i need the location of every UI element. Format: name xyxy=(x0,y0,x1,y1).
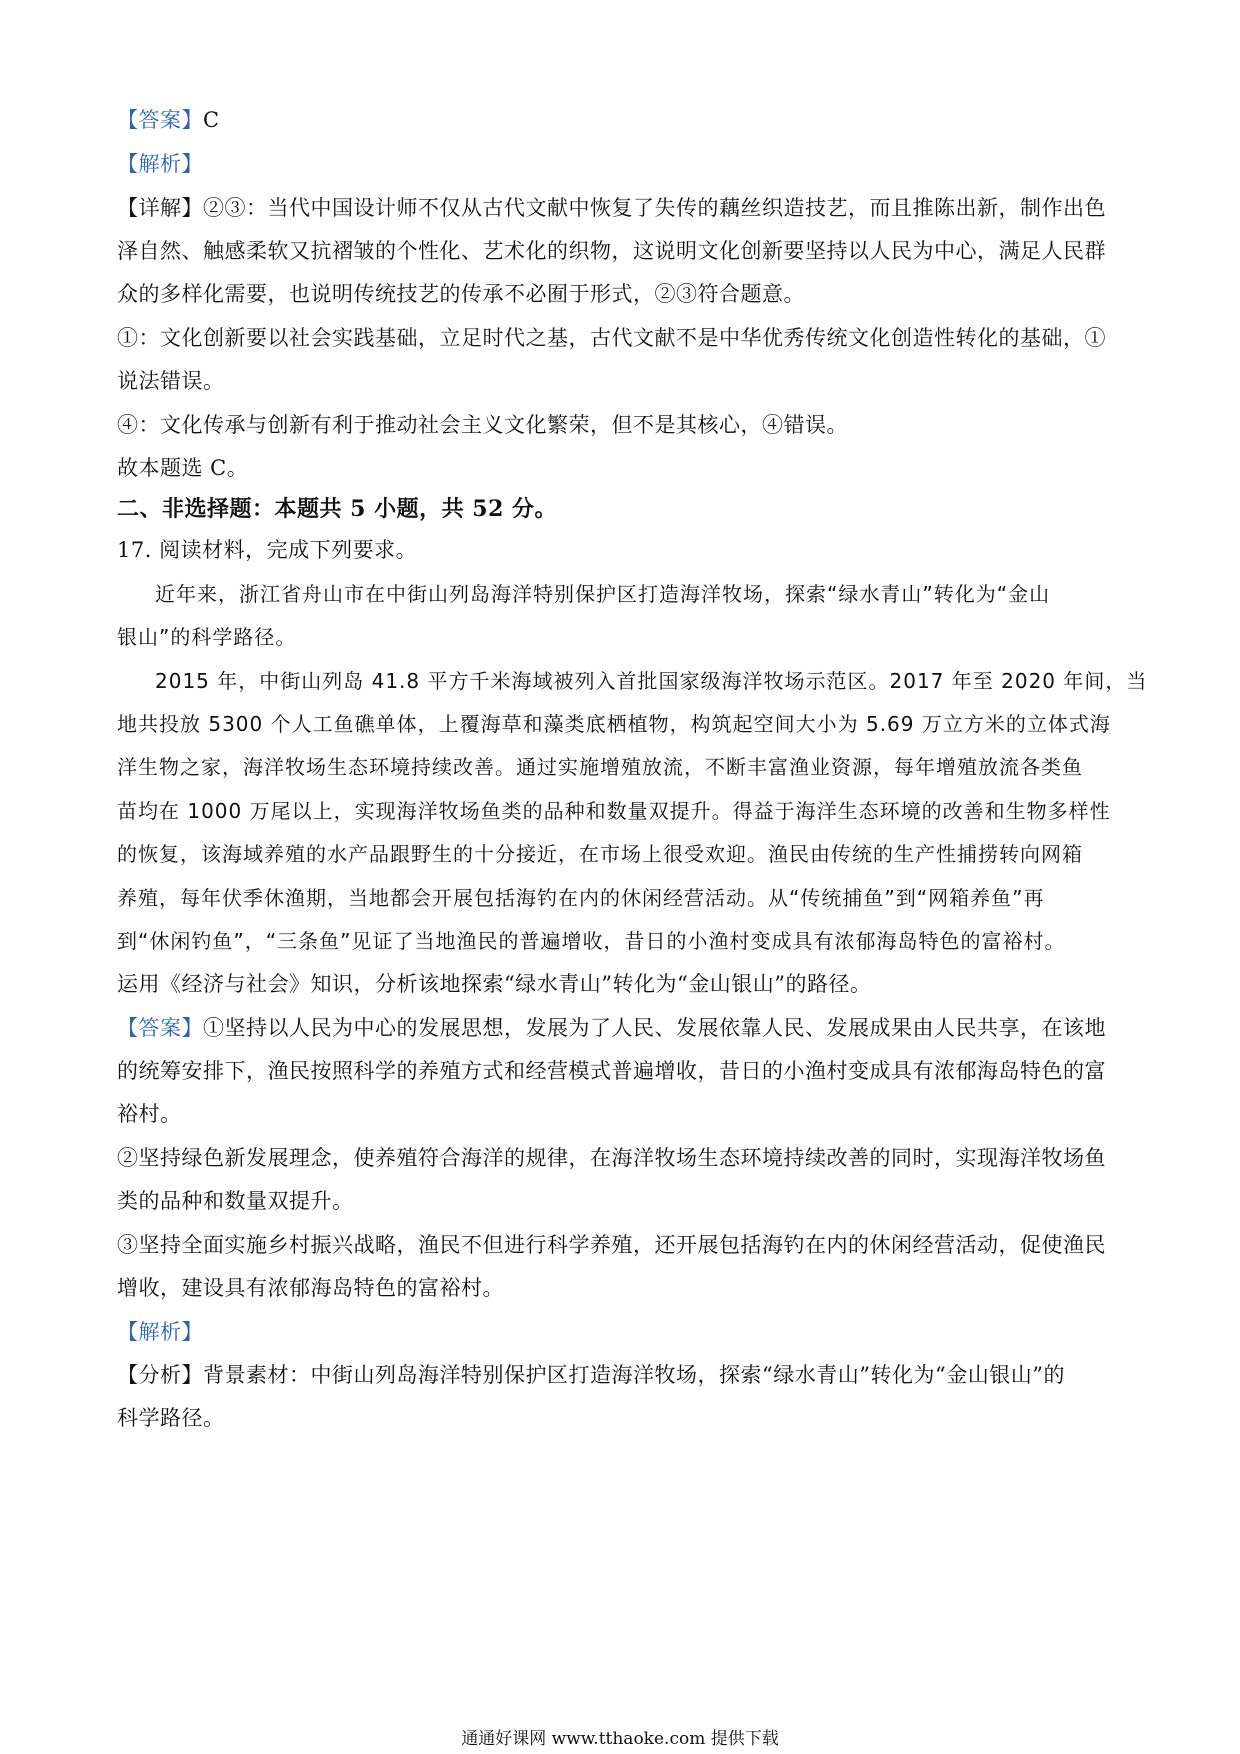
material-line: 苗均在 1000 万尾以上，实现海洋牧场鱼类的品种和数量双提升。得益于海洋生态环境的改善和生物多样性 xyxy=(117,799,1111,823)
detail-line: 故本题选 C。 xyxy=(117,456,249,480)
answer-line: ②坚持绿色新发展理念，使养殖符合海洋的规律，在海洋牧场生态环境持续改善的同时，实现海洋牧场鱼 xyxy=(117,1146,1106,1170)
answer-value: C xyxy=(203,108,220,132)
detail-line: ①：文化创新要以社会实践基础，立足时代之基，古代文献不是中华优秀传统文化创造性转化的基础，① xyxy=(117,326,1106,350)
material-line: 的恢复，该海域养殖的水产品跟野生的十分接近，在市场上很受欢迎。渔民由传统的生产性捕捞转向网箱 xyxy=(117,842,1083,866)
detail-line: 众的多样化需要，也说明传统技艺的传承不必囿于形式，②③符合题意。 xyxy=(117,282,805,306)
material-line: 到“休闲钓鱼”，“三条鱼”见证了当地渔民的普遍增收，昔日的小渔村变成具有浓郁海岛特色的富裕村。 xyxy=(117,929,1066,953)
section-title: 二、非选择题：本题共 5 小题，共 52 分。 xyxy=(117,496,558,522)
detail-line: ④：文化传承与创新有利于推动社会主义文化繁荣，但不是其核心，④错误。 xyxy=(117,413,848,437)
question-stem: 17. 阅读材料，完成下列要求。 xyxy=(117,538,418,562)
footer-watermark: 通通好课网 www.tthaoke.com 提供下载 xyxy=(461,1729,779,1749)
material-line: 近年来，浙江省舟山市在中街山列岛海洋特别保护区打造海洋牧场，探索“绿水青山”转化为“金山 xyxy=(155,582,1051,606)
analysis-line: 【分析】背景素材：中街山列岛海洋特别保护区打造海洋牧场，探索“绿水青山”转化为“金山银山”的 xyxy=(117,1363,1065,1387)
answer-line: 类的品种和数量双提升。 xyxy=(117,1189,354,1213)
material-line: 洋生物之家，海洋牧场生态环境持续改善。通过实施增殖放流，不断丰富渔业资源，每年增殖放流各类鱼 xyxy=(117,755,1083,779)
answer-line: 的统筹安排下，渔民按照科学的养殖方式和经营模式普遍增收，昔日的小渔村变成具有浓郁海岛特色的富 xyxy=(117,1059,1106,1083)
detail-line: 说法错误。 xyxy=(117,369,225,393)
material-line: 地共投放 5300 个人工鱼礁单体，上覆海草和藻类底栖植物，构筑起空间大小为 5.69 万立方米的立体式海 xyxy=(117,712,1111,736)
answer-line: 裕村。 xyxy=(117,1102,182,1126)
analysis-tag: 【解析】 xyxy=(117,152,203,176)
analysis-line: 科学路径。 xyxy=(117,1406,225,1430)
analysis-tag: 【解析】 xyxy=(117,1320,203,1344)
material-line: 养殖，每年伏季休渔期，当地都会开展包括海钓在内的休闲经营活动。从“传统捕鱼”到“网箱养鱼”再 xyxy=(117,886,1045,910)
answer-text: ①坚持以人民为中心的发展思想，发展为了人民、发展依靠人民、发展成果由人民共享，在该地 xyxy=(203,1016,1106,1040)
answer-line: ③坚持全面实施乡村振兴战略，渔民不但进行科学养殖，还开展包括海钓在内的休闲经营活动，促使渔民 xyxy=(117,1233,1106,1257)
material-line: 银山”的科学路径。 xyxy=(117,625,297,649)
answer-tag: 【答案】 xyxy=(117,108,203,132)
q16-answer-line xyxy=(117,106,1129,134)
answer-tag: 【答案】 xyxy=(117,1016,203,1040)
detail-line: 泽自然、触感柔软又抗褶皱的个性化、艺术化的织物，这说明文化创新要坚持以人民为中心，满足人民群 xyxy=(117,239,1106,263)
detail-line: 【详解】②③：当代中国设计师不仅从古代文献中恢复了失传的藕丝织造技艺，而且推陈出新，制作出色 xyxy=(117,196,1106,220)
answer-line: 增收，建设具有浓郁海岛特色的富裕村。 xyxy=(117,1276,504,1300)
q17-answer-line xyxy=(117,1014,1129,1042)
material-line: 2015 年，中街山列岛 41.8 平方千米海域被列入首批国家级海洋牧场示范区。2017 年至 2020 年间，当 xyxy=(155,669,1148,693)
question-prompt: 运用《经济与社会》知识，分析该地探索“绿水青山”转化为“金山银山”的路径。 xyxy=(117,972,872,996)
